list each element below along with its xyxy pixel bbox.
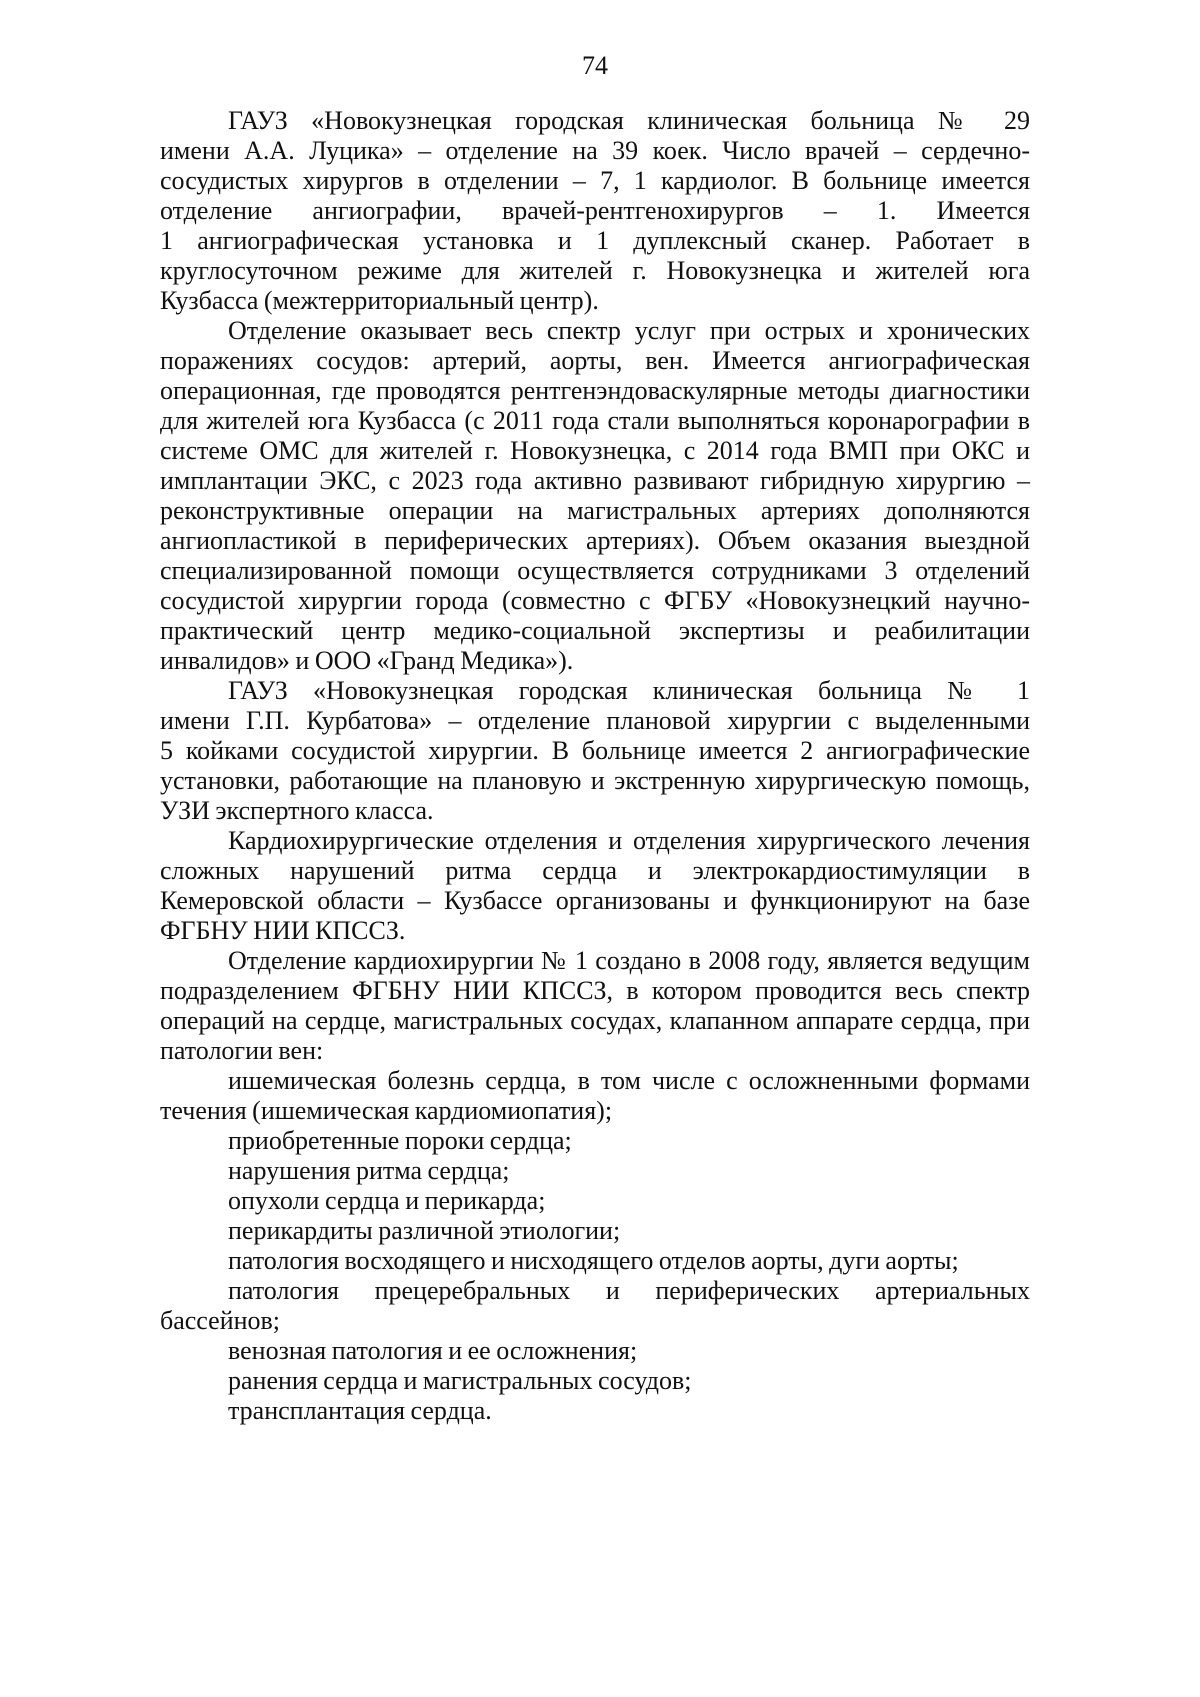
list-item-line: ишемическая болезнь сердца, в том числе с осложненными формами xyxy=(228,1066,1030,1095)
list-item-line: опухоли сердца и перикарда; xyxy=(228,1186,546,1215)
paragraph-line: 5 койками сосудистой хирургии. В больнице имеется 2 ангиографические xyxy=(160,736,1030,765)
paragraph-line: УЗИ экспертного класса. xyxy=(160,796,434,825)
paragraph xyxy=(160,316,1030,676)
list-item xyxy=(160,1216,1030,1246)
paragraph-line: ГАУЗ «Новокузнецкая городская клиническая больница № 1 xyxy=(228,676,1030,705)
paragraph-line: системе ОМС для жителей г. Новокузнецка, с 2014 года ВМП при ОКС и xyxy=(160,436,1030,465)
list-item-line: патология прецеребральных и периферических артериальных xyxy=(228,1276,1030,1305)
paragraph-line: сосудистых хирургов в отделении – 7, 1 кардиолог. В больнице имеется xyxy=(160,166,1030,195)
paragraph-line: ангиопластикой в периферических артериях). Объем оказания выездной xyxy=(160,526,1030,555)
list-item xyxy=(160,1186,1030,1216)
paragraph-line: 1 ангиографическая установка и 1 дуплексный сканер. Работает в xyxy=(160,226,1030,255)
paragraph-line: имени Г.П. Курбатова» – отделение плановой хирургии с выделенными xyxy=(160,706,1030,735)
paragraph-line: операций на сердце, магистральных сосудах, клапанном аппарате сердца, при xyxy=(160,1006,1030,1035)
paragraph-line: Кузбасса (межтерриториальный центр). xyxy=(160,286,599,315)
paragraph-line: Отделение кардиохирургии № 1 создано в 2008 году, является ведущим xyxy=(228,946,1030,975)
paragraph-line: Кардиохирургические отделения и отделения хирургического лечения xyxy=(228,826,1030,855)
paragraph-line: сосудистой хирургии города (совместно с ФГБУ «Новокузнецкий научно- xyxy=(160,586,1030,615)
paragraph xyxy=(160,106,1030,316)
list-item xyxy=(160,1336,1030,1366)
paragraph xyxy=(160,676,1030,826)
paragraph-line: круглосуточном режиме для жителей г. Новокузнецка и жителей юга xyxy=(160,256,1030,285)
paragraph-line: специализированной помощи осуществляется сотрудниками 3 отделений xyxy=(160,556,1030,585)
paragraph-line: практический центр медико-социальной экспертизы и реабилитации xyxy=(160,616,1030,645)
paragraph-line: имени А.А. Луцика» – отделение на 39 коек. Число врачей – сердечно- xyxy=(160,136,1030,165)
list-item xyxy=(160,1396,1030,1426)
paragraph-line: ГАУЗ «Новокузнецкая городская клиническая больница № 29 xyxy=(228,106,1030,135)
paragraph-line: реконструктивные операции на магистральных артериях дополняются xyxy=(160,496,1030,525)
paragraph-line: операционная, где проводятся рентгенэндоваскулярные методы диагностики xyxy=(160,376,1030,405)
page-number: 74 xyxy=(582,51,608,80)
paragraph-line: отделение ангиографии, врачей-рентгенохирургов – 1. Имеется xyxy=(160,196,1030,225)
list-item-line: приобретенные пороки сердца; xyxy=(228,1126,572,1155)
list-item xyxy=(160,1126,1030,1156)
paragraph-line: инвалидов» и ООО «Гранд Медика»). xyxy=(160,646,574,675)
paragraph xyxy=(160,946,1030,1066)
paragraph-line: поражениях сосудов: артерий, аорты, вен. Имеется ангиографическая xyxy=(160,346,1030,375)
list-item-line: ранения сердца и магистральных сосудов; xyxy=(228,1366,692,1395)
pathology-list xyxy=(160,1066,1030,1426)
list-item xyxy=(160,1366,1030,1396)
paragraph-line: подразделением ФГБНУ НИИ КПССЗ, в котором проводится весь спектр xyxy=(160,976,1030,1005)
paragraph-line: для жителей юга Кузбасса (с 2011 года стали выполняться коронарографии в xyxy=(160,406,1030,435)
paragraph-line: патологии вен: xyxy=(160,1036,324,1065)
list-item-line: течения (ишемическая кардиомиопатия); xyxy=(160,1096,613,1125)
paragraph xyxy=(160,826,1030,946)
list-item-line: перикардиты различной этиологии; xyxy=(228,1216,621,1245)
list-item xyxy=(160,1276,1030,1336)
paragraph-line: Кемеровской области – Кузбассе организованы и функционируют на базе xyxy=(160,886,1030,915)
paragraph-line: установки, работающие на плановую и экстренную хирургическую помощь, xyxy=(160,766,1030,795)
list-item xyxy=(160,1246,1030,1276)
paragraph-line: Отделение оказывает весь спектр услуг при острых и хронических xyxy=(228,316,1030,345)
list-item xyxy=(160,1066,1030,1126)
document-body xyxy=(160,106,1030,1426)
paragraph-line: имплантации ЭКС, с 2023 года активно развивают гибридную хирургию – xyxy=(160,466,1030,495)
list-item xyxy=(160,1156,1030,1186)
paragraph-line: ФГБНУ НИИ КПССЗ. xyxy=(160,916,406,945)
list-item-line: трансплантация сердца. xyxy=(228,1396,492,1425)
list-item-line: венозная патология и ее осложнения; xyxy=(228,1336,638,1365)
paragraph-line: сложных нарушений ритма сердца и электрокардиостимуляции в xyxy=(160,856,1030,885)
list-item-line: патология восходящего и нисходящего отделов аорты, дуги аорты; xyxy=(228,1246,959,1275)
list-item-line: бассейнов; xyxy=(160,1306,281,1335)
list-item-line: нарушения ритма сердца; xyxy=(228,1156,510,1185)
